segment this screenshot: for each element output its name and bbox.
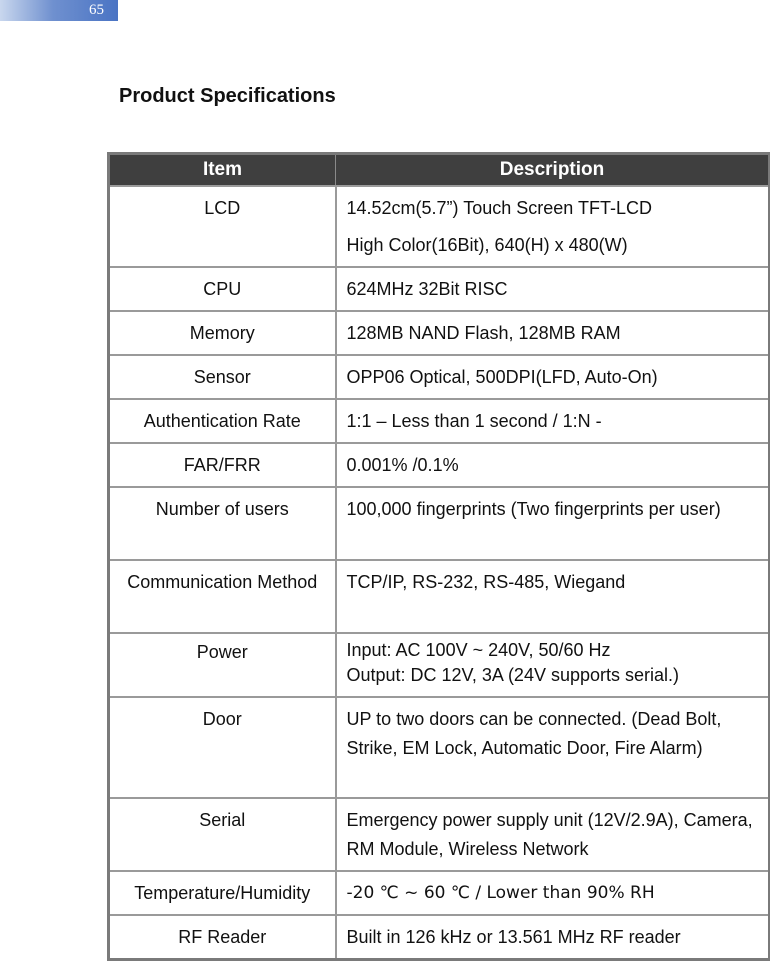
- row-description: 100,000 fingerprints (Two fingerprints per user): [336, 487, 770, 560]
- header-description: Description: [336, 154, 770, 187]
- row-item: RF Reader: [109, 915, 336, 960]
- row-item: CPU: [109, 267, 336, 311]
- row-description: [336, 633, 770, 697]
- table-row: [109, 443, 770, 487]
- row-item: Temperature/Humidity: [109, 871, 336, 915]
- table-row: [109, 355, 770, 399]
- row-item: FAR/FRR: [109, 443, 336, 487]
- table-row: [109, 915, 770, 960]
- row-item: Door: [109, 697, 336, 798]
- table-header-row: [109, 154, 770, 187]
- table-row: [109, 186, 770, 267]
- table-row: [109, 399, 770, 443]
- desc-line: High Color(16Bit), 640(H) x 480(W): [346, 235, 628, 255]
- desc-line: 14.52cm(5.7”) Touch Screen TFT-LCD: [346, 198, 652, 218]
- table-row: [109, 633, 770, 697]
- page-number: 65: [0, 0, 118, 21]
- row-description: OPP06 Optical, 500DPI(LFD, Auto-On): [336, 355, 770, 399]
- table-row: [109, 311, 770, 355]
- desc-line: Output: DC 12V, 3A (24V supports serial.): [346, 665, 680, 685]
- row-description: -20 ℃ ~ 60 ℃ / Lower than 90% RH: [336, 871, 770, 915]
- row-item: Power: [109, 633, 336, 697]
- row-item: Serial: [109, 798, 336, 871]
- page-title: Product Specifications: [119, 85, 336, 107]
- table-row: [109, 487, 770, 560]
- row-description: TCP/IP, RS-232, RS-485, Wiegand: [336, 560, 770, 633]
- row-description: 0.001% /0.1%: [336, 443, 770, 487]
- row-item: Communication Method: [109, 560, 336, 633]
- table-row: [109, 798, 770, 871]
- row-description: [336, 186, 770, 267]
- row-item: Number of users: [109, 487, 336, 560]
- row-description: 1:1 – Less than 1 second / 1:N -: [336, 399, 770, 443]
- table-row: [109, 267, 770, 311]
- table-row: [109, 697, 770, 798]
- desc-line: Input: AC 100V ~ 240V, 50/60 Hz: [346, 640, 611, 660]
- row-item: Sensor: [109, 355, 336, 399]
- table-row: [109, 560, 770, 633]
- row-description: UP to two doors can be connected. (Dead Bolt, Strike, EM Lock, Automatic Door, Fire Alarm): [336, 697, 770, 798]
- row-description: 128MB NAND Flash, 128MB RAM: [336, 311, 770, 355]
- row-item: Memory: [109, 311, 336, 355]
- spec-table: [107, 152, 770, 961]
- row-description: Emergency power supply unit (12V/2.9A), Camera, RM Module, Wireless Network: [336, 798, 770, 871]
- table-row: [109, 871, 770, 915]
- row-description: 624MHz 32Bit RISC: [336, 267, 770, 311]
- row-item: LCD: [109, 186, 336, 267]
- row-description: Built in 126 kHz or 13.561 MHz RF reader: [336, 915, 770, 960]
- header-item: Item: [109, 154, 336, 187]
- row-item: Authentication Rate: [109, 399, 336, 443]
